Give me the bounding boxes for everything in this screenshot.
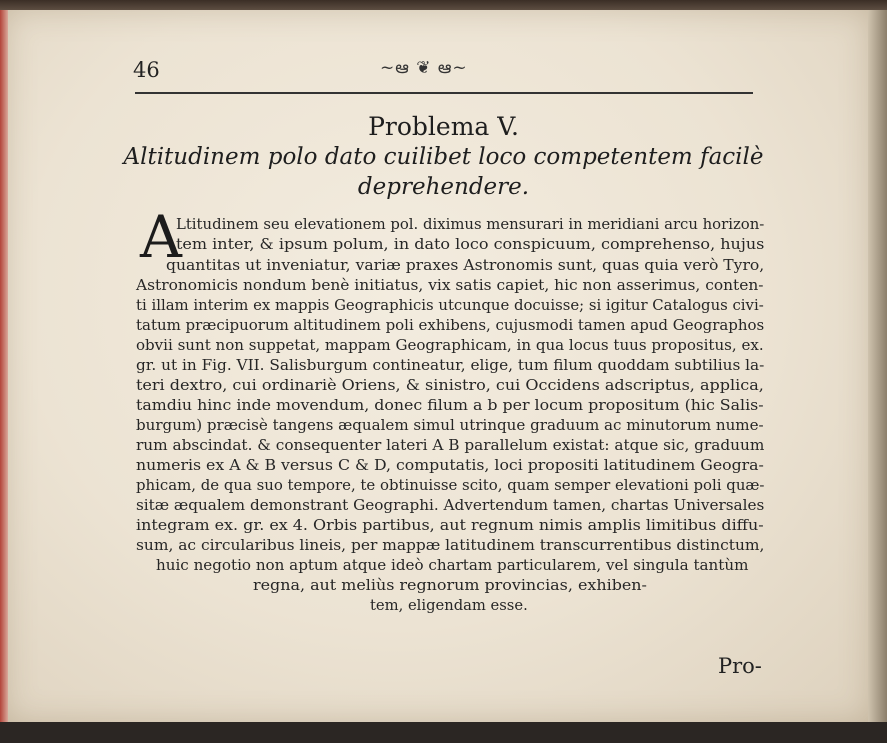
body-line: teri dextro, cui ordinariè Oriens, & sinistro, cui Occidens adscriptus, applica, [136,376,764,394]
catchword: Pro- [718,654,762,678]
body-line: regna, aut meliùs regnorum provincias, exhiben- [253,576,647,594]
header-rule [135,92,753,94]
problem-subheading-line-1: Altitudinem polo dato cuilibet loco competentem facilè [123,144,764,170]
body-line: rum abscindat. & consequenter lateri A B parallelum existat: atque sic, graduum [136,436,765,454]
body-line: ti illam interim ex mappis Geographicis utcunque docuisse; si igitur Catalogus civi- [136,296,764,314]
body-line: integram ex. gr. ex 4. Orbis partibus, aut regnum nimis amplis limitibus diffu- [136,516,764,534]
body-line: phicam, de qua suo tempore, te obtinuisse scito, quam semper elevationi poli quæ- [136,476,765,494]
body-line: tamdiu hinc inde movendum, donec filum a b per locum propositum (hic Salis- [136,396,764,414]
body-line: huic negotio non aptum atque ideò chartam particularem, vel singula tantùm [156,556,749,574]
drop-cap: A [140,203,182,271]
problem-subheading-line-2: deprehendere. [357,174,530,200]
body-line: quantitas ut inveniatur, variæ praxes Astronomis sunt, quas quia verò Tyro, [166,256,765,274]
problem-heading: Problema V. [368,112,519,141]
body-line: numeris ex A & B versus C & D, computatis, loci propositi latitudinem Geogra- [136,456,764,474]
bottom-margin [0,722,887,743]
body-line: Astronomicis nondum benè initiatus, vix satis capiet, hic non asserimus, conten- [136,276,764,294]
body-line: tem inter, & ipsum polum, in dato loco conspicuum, comprehenso, hujus [176,235,765,253]
body-line: tem, eligendam esse. [370,596,528,614]
body-line: tatum præcipuorum altitudinem poli exhibens, cujusmodi tamen apud Geographos [136,316,765,334]
body-line: burgum) præcisè tangens æqualem simul utrinque graduum ac minutorum nume- [136,416,764,434]
body-line: Ltitudinem seu elevationem pol. diximus mensurari in meridiani arcu horizon- [176,215,765,233]
body-line: obvii sunt non suppetat, mappam Geographicam, in qua locus tuus propositus, ex. [136,336,764,354]
header-ornament: ~ఆ ❦ ఆ~ [380,58,468,78]
body-line: gr. ut in Fig. VII. Salisburgum contineatur, elige, tum filum quoddam subtilius la- [136,356,765,374]
body-line: sitæ æqualem demonstrant Geographi. Advertendum tamen, chartas Universales [136,496,765,514]
page-number: 46 [133,58,160,82]
body-line: sum, ac circularibus lineis, per mappæ latitudinem transcurrentibus distinctum, [136,536,765,554]
